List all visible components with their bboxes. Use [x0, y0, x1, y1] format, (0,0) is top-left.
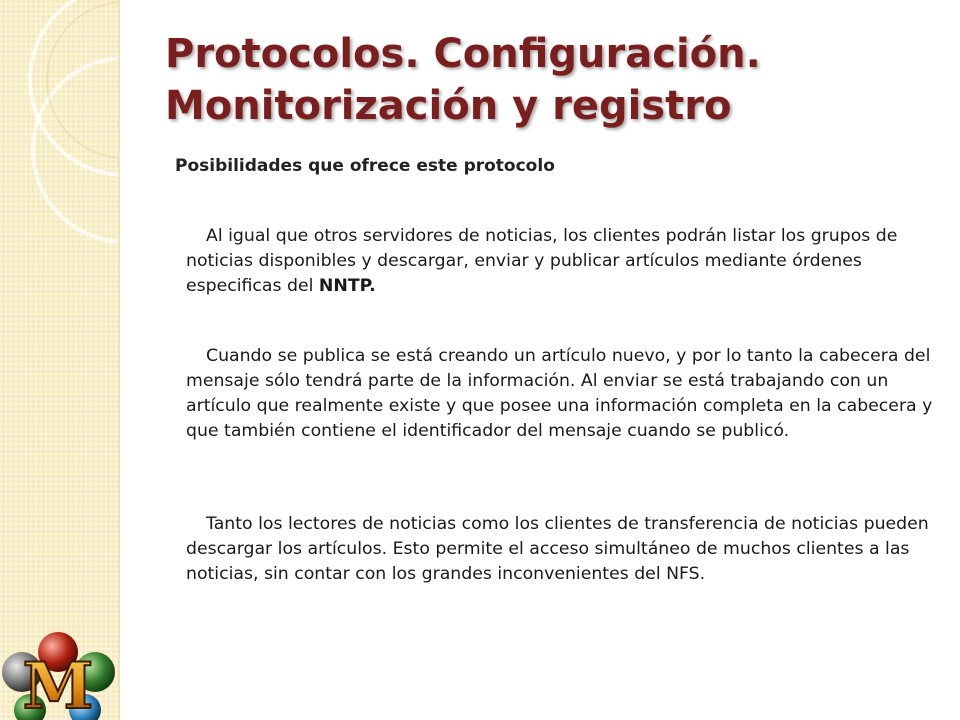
sidebar-divider [118, 0, 120, 720]
paragraph-3: Tanto los lectores de noticias como los clientes de transferencia de noticias pueden descargar los artículos. Esto permite el acceso simultáneo de muchos clientes a las noticias, sin contar con los grandes inconvenientes del NFS. [186, 514, 929, 584]
title-line-2: Monitorización y registro [165, 83, 732, 129]
paragraph-2: Cuando se publica se está creando un artículo nuevo, y por lo tanto la cabecera del mensaje sólo tendrá parte de la información. Al enviar se está trabajando con un artículo que realmente existe y que posee una información completa en la cabecera y que también contiene el identificador del mensaje cuando se publicó. [186, 346, 933, 441]
slide-subtitle: Posibilidades que ofrece este protocolo [175, 156, 555, 176]
logo-letter: M [22, 649, 94, 720]
paragraph-1-bold: NNTP. [318, 276, 376, 296]
title-line-1: Protocolos. Configuración. [165, 31, 761, 77]
slide-title [165, 28, 925, 132]
decorative-rings-icon [0, 0, 120, 720]
paragraph-1-text: Al igual que otros servidores de noticias, los clientes podrán listar los grupos de noticias disponibles y descargar, enviar y publicar artículos mediante órdenes especificas del [186, 226, 898, 296]
paragraph-1 [186, 224, 936, 299]
decorative-sidebar [0, 0, 120, 720]
m-emblem-logo-icon [0, 630, 120, 720]
